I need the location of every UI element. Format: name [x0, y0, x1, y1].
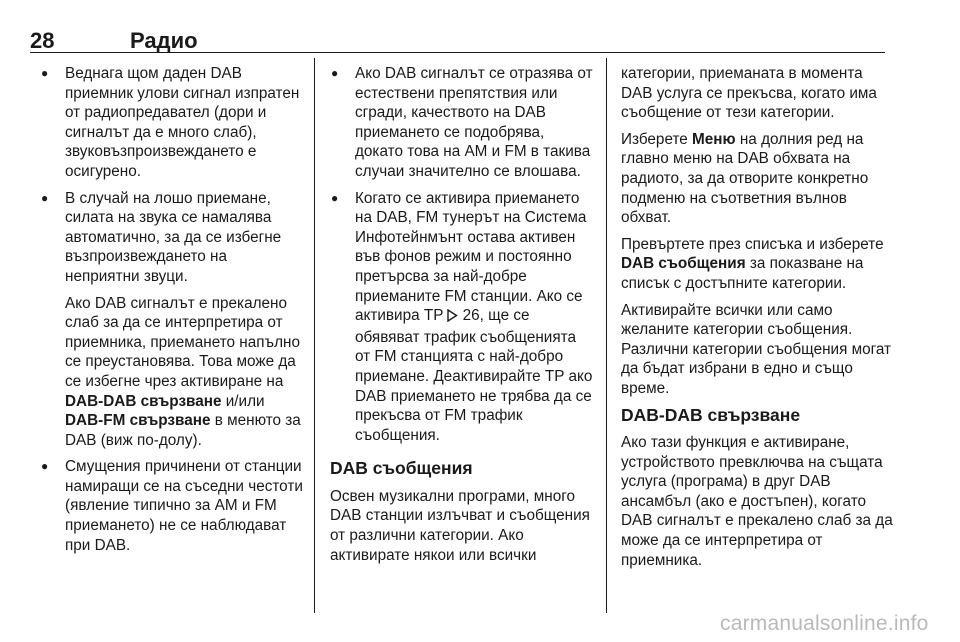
- bullet-text: ● Смущения причинени от станции намиращи се на съседни честоти (явление типично за AM и FM приемането) не се наблюдават при DAB.: [65, 458, 303, 554]
- menu-term: Меню: [692, 130, 736, 148]
- text-column-1: [40, 64, 305, 562]
- menu-term: DAB съобщения: [621, 255, 746, 273]
- bullet-item: [40, 457, 305, 555]
- text-run: в менюто за DAB (виж по-долу).: [65, 412, 301, 449]
- bullet-text: ● В случай на лошо приемане, силата на звука се намалява автоматично, за да се избегне възпроизвеждането на неприятни звуци.: [65, 189, 282, 285]
- column-divider: [314, 58, 315, 613]
- text-column-3: [621, 64, 896, 577]
- text-run: Когато се активира приемането на DAB, FM тунерът на Система Инфотейнмънт остава активен във фонов режим и постоянно претърсва за най-добре приеманите FM станции. Ако се активира TP: [355, 189, 587, 325]
- page-header: [30, 28, 885, 53]
- bullet-text: [65, 294, 305, 451]
- page-reference: 26: [458, 307, 480, 325]
- page-title: Радио: [130, 28, 198, 53]
- bullet-item: [330, 64, 595, 182]
- paragraph: категории, приеманата в момента DAB услуга се прекъсва, когато има съобщение от тези категории.: [621, 65, 877, 122]
- text-run: на долния ред на главно меню на DAB обхвата на радиото, за да отворите конкретно подменю на съответния вълнов обхват.: [621, 130, 869, 227]
- bullet-text: ● Ако DAB сигналът се отразява от естествени препятствия или сгради, качеството на DAB приемането се подобрява, докато това на AM и FM в такива случаи значително се влошава.: [355, 65, 593, 180]
- watermark: carmanualsonline.info: [720, 612, 929, 635]
- page-ref-arrow-icon: [447, 308, 458, 328]
- bullet-text: ● Веднага щом даден DAB приемник улови сигнал изпратен от радиопредавател (дори и сигналът да е много слаб), звуковъзпроизвеждането е осигурено.: [65, 65, 300, 180]
- text-run: , ще се обявяват трафик съобщенията от FM станцията с най-добро приемане. Деактивирайте TP ако DAB приемането не трябва да се прекъсва от FM трафик съобщения.: [355, 307, 593, 444]
- bullet-item: [40, 189, 305, 451]
- bullet-item: [40, 64, 305, 182]
- text-run: Превъртете през списъка и изберете: [621, 235, 884, 253]
- paragraph: [621, 235, 896, 294]
- page-number: 28: [30, 28, 55, 53]
- text-run: Изберете: [621, 130, 693, 148]
- menu-term: DAB-DAB свързване: [65, 392, 222, 410]
- paragraph: Освен музикални програми, много DAB станции излъчват и съобщения от различни категории. Ако активирате някои или всички: [330, 487, 590, 564]
- paragraph: [621, 130, 896, 228]
- paragraph: Ако тази функция е активиране, устройството превключва на същата услуга (програма) в друг DAB ансамбъл (ако е достъпен), когато DAB сигналът е прекалено слаб за да може да се интерпретира от приемника.: [621, 434, 893, 569]
- paragraph: Активирайте всички или само желаните категории съобщения. Различни категории съобщения могат да бъдат избрани в едно и също време.: [621, 301, 892, 397]
- text-run: и/или: [221, 392, 265, 410]
- text-column-2: [330, 64, 595, 572]
- section-heading: DAB-DAB свързване: [621, 404, 801, 425]
- section-heading: DAB съобщения: [330, 458, 473, 479]
- text-run: Ако DAB сигналът е прекалено слаб за да се интерпретира от приемника, приемането напълно се преустановява. Това може да се избегне чрез активиране на: [65, 294, 300, 390]
- text-run: за показване на списък с достъпните категории.: [621, 255, 864, 292]
- column-divider: [606, 58, 607, 613]
- bullet-text: [355, 189, 595, 446]
- bullet-item: [330, 189, 595, 446]
- menu-term: DAB-FM свързване: [65, 412, 211, 430]
